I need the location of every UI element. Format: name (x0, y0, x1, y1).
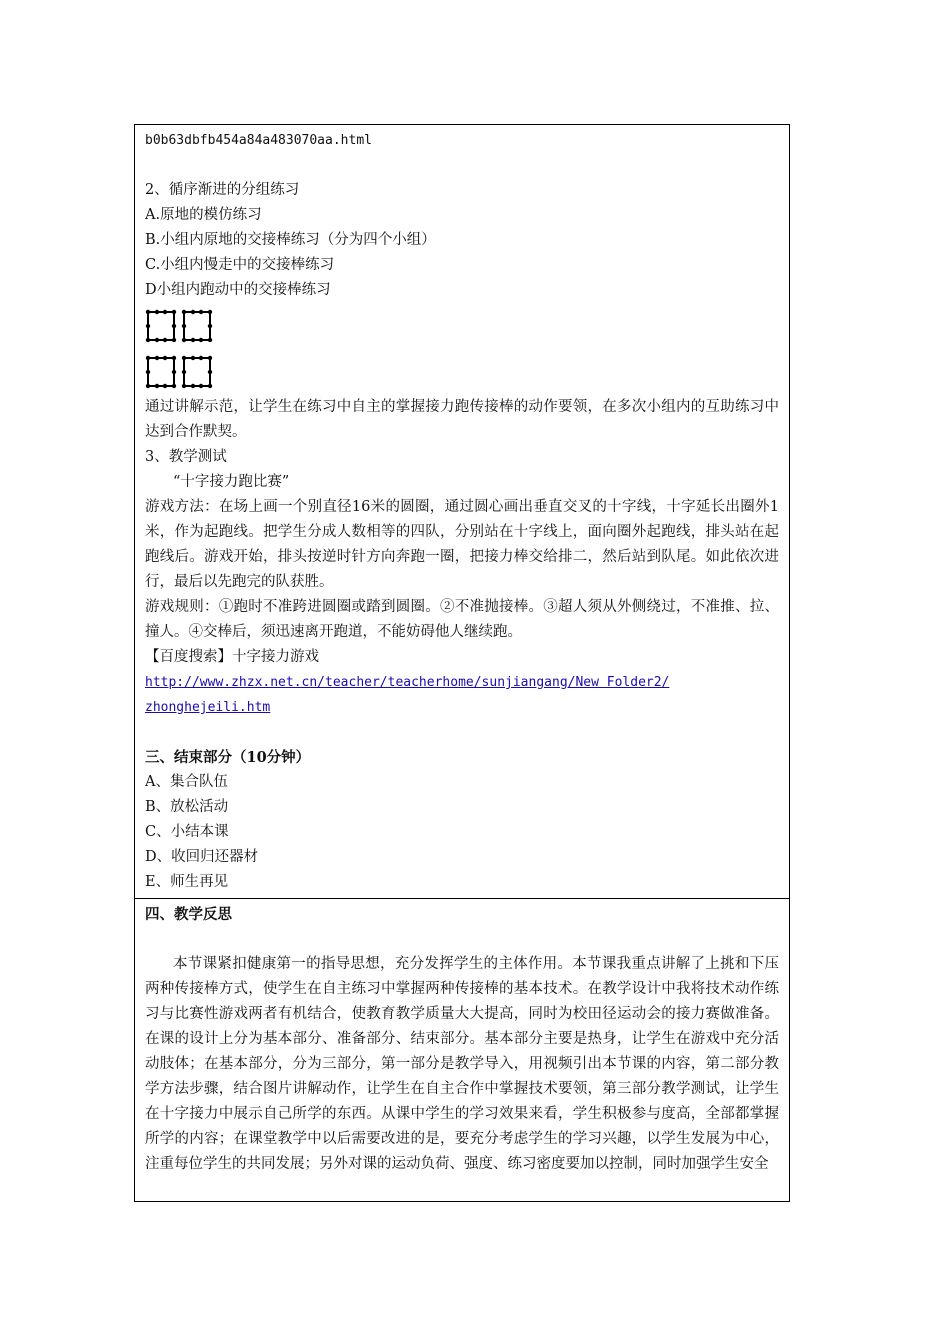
ending-item: C、小结本课 (145, 824, 229, 840)
section-3-title: 3、教学测试 (145, 449, 227, 465)
game-title: “十字接力跑比赛” (173, 474, 290, 490)
url-fragment: b0b63dbfb454a84a483070aa.html (145, 133, 372, 148)
reference-link-line-2[interactable]: zhonghejeili.htm (145, 700, 271, 715)
ending-item: B、放松活动 (145, 799, 229, 815)
group-square-diagram (145, 352, 177, 392)
practice-item-b: B.小组内原地的交接棒练习（分为四个小组） (145, 232, 436, 248)
section-2-title: 2、循序渐进的分组练习 (145, 182, 300, 198)
group-square-diagram (181, 306, 213, 346)
demonstration-explanation: 通过讲解示范，让学生在练习中自主的掌握接力跑传接棒的动作要领，在多次小组内的互助练习中达到合作默契。 (145, 399, 779, 440)
reflection-text: 本节课紧扣健康第一的指导思想，充分发挥学生的主体作用。本节课我重点讲解了上挑和下压两种传接棒方式，使学生在自主练习中掌握两种传接棒的基本技术。在教学设计中我将技术动作练习与比赛性游戏两者有机结合，使教育教学质量大大提高，同时为校田径运动会的接力赛做准备。在课的设计上分为基本部分、准备部分、结束部分。基本部分主要是热身，让学生在游戏中充分活动肢体；在基本部分，分为三部分，第一部分是教学导入，用视频引出本节课的内容，第二部分教学方法步骤，结合图片讲解动作，让学生在自主合作中掌握技术要领，第三部分教学测试，让学生在十字接力中展示自己所学的东西。从课中学生的学习效果来看，学生积极参与度高，全部都掌握所学的内容；在课堂教学中以后需要改进的是，要充分考虑学生的学习兴趣，以学生发展为中心，注重每位学生的共同发展；另外对课的运动负荷、强度、练习密度要加以控制，同时加强学生安全 (145, 956, 779, 1172)
lesson-table (134, 124, 790, 1202)
ending-item: A、集合队伍 (145, 774, 228, 790)
practice-item-a: A.原地的模仿练习 (145, 207, 262, 223)
group-formation-figure-row-2 (145, 349, 779, 395)
group-square-diagram (181, 352, 213, 392)
ending-item: E、师生再见 (145, 874, 229, 890)
reflection-cell (135, 899, 789, 1201)
lesson-steps-cell (135, 125, 789, 899)
group-square-diagram (145, 306, 177, 346)
game-rules: 游戏规则：①跑时不准跨进圆圈或踏到圆圈。②不准抛接棒。③超人须从外侧绕过，不准推、拉、撞人。④交棒后，须迅速离开跑道，不能妨碍他人继续跑。 (145, 599, 779, 640)
practice-item-d: D小组内跑动中的交接棒练习 (145, 282, 331, 298)
practice-item-c: C.小组内慢走中的交接棒练习 (145, 257, 335, 273)
reflection-title: 四、教学反思 (145, 906, 232, 923)
baidu-search-label: 【百度搜索】十字接力游戏 (145, 649, 319, 665)
reference-link-line-1[interactable]: http://www.zhzx.net.cn/teacher/teacherhome/sunjiangang/New Folder2/ (145, 675, 670, 690)
group-formation-figure-row-1 (145, 303, 779, 349)
ending-section-title: 三、结束部分（10分钟） (145, 749, 311, 766)
game-method: 游戏方法：在场上画一个别直径16米的圆圈，通过圆心画出垂直交叉的十字线，十字延长出圈外1米，作为起跑线。把学生分成人数相等的四队，分别站在十字线上，面向圈外起跑线，排头站在起跑线后。游戏开始，排头按逆时针方向奔跑一圈，把接力棒交给排二，然后站到队尾。如此依次进行，最后以先跑完的队获胜。 (145, 499, 779, 590)
ending-item: D、收回归还器材 (145, 849, 259, 865)
